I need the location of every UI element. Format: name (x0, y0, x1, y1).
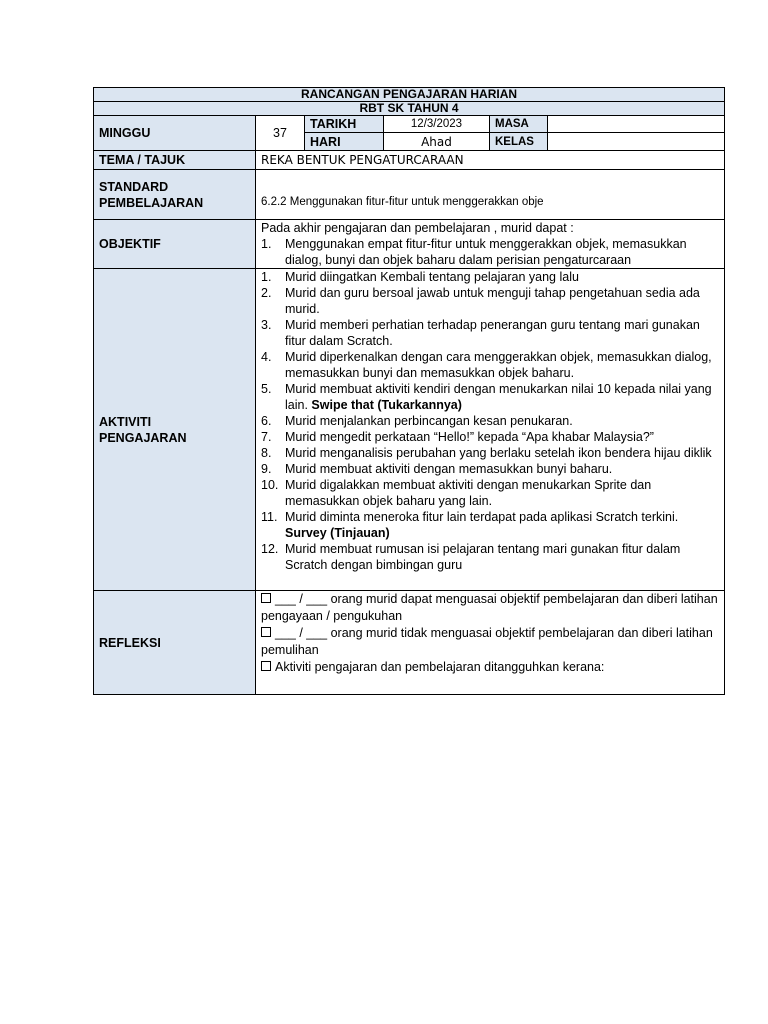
list-item (261, 269, 719, 285)
list-item-number: 6. (261, 414, 272, 428)
list-item-number: 10. (261, 478, 279, 492)
list-item (261, 381, 719, 413)
aktiviti-content (256, 269, 725, 591)
list-item (261, 461, 719, 477)
list-item-number: 7. (261, 430, 272, 444)
page-title: RANCANGAN PENGAJARAN HARIAN (94, 88, 725, 102)
list-item (261, 413, 719, 429)
list-item-activity-name: Swipe that (Tukarkannya) (311, 398, 462, 412)
minggu-label: MINGGU (94, 116, 256, 151)
masa-value (548, 116, 725, 133)
list-item (261, 285, 719, 317)
list-item-text: Murid membuat aktiviti dengan memasukkan bunyi baharu. (285, 462, 613, 476)
hari-label: HARI (305, 133, 384, 151)
page-subtitle: RBT SK TAHUN 4 (94, 102, 725, 116)
list-item-text: Murid membuat aktiviti kendiri dengan menukarkan nilai 10 kepada nilai yang lain. (285, 382, 712, 412)
list-item-text: Murid diingatkan Kembali tentang pelajaran yang lalu (285, 270, 579, 284)
list-item (261, 445, 719, 461)
refleksi-line-2: ___ / ___ orang murid tidak menguasai objektif pembelajaran dan diberi latihan pemulihan (261, 626, 713, 657)
kelas-label: KELAS (490, 133, 548, 151)
list-item-number: 2. (261, 286, 272, 300)
list-item-text: Murid dan guru bersoal jawab untuk menguji tahap pengetahuan sedia ada murid. (285, 286, 700, 316)
list-item (261, 317, 719, 349)
objektif-label: OBJEKTIF (94, 220, 256, 269)
list-item-number: 1. (261, 270, 272, 284)
hari-value: Ahad (384, 133, 490, 151)
standard-label-line1: STANDARD (99, 179, 169, 194)
list-item (261, 477, 719, 509)
list-item-text: Murid diminta meneroka fitur lain terdapat pada aplikasi Scratch terkini. (285, 510, 679, 524)
list-item-number: 3. (261, 318, 272, 332)
kelas-value (548, 133, 725, 151)
objektif-content (256, 220, 725, 269)
masa-label: MASA (490, 116, 548, 133)
list-item-text: Murid membuat rumusan isi pelajaran tentang mari gunakan fitur dalam Scratch dengan bimbingan guru (285, 542, 681, 572)
list-item-text: Murid memberi perhatian terhadap penerangan guru tentang mari gunakan fitur dalam Scratch. (285, 318, 700, 348)
list-item-text: Murid menjalankan perbincangan kesan penukaran. (285, 414, 573, 428)
tema-label: TEMA / TAJUK (94, 151, 256, 170)
checkbox-icon[interactable] (261, 593, 271, 603)
tarikh-value: 12/3/2023 (384, 116, 490, 133)
list-item-number: 4. (261, 350, 272, 364)
lesson-plan-table (93, 87, 725, 695)
list-item (261, 541, 719, 573)
list-item-number: 12. (261, 542, 279, 556)
list-item-text: Menggunakan empat fitur-fitur untuk menggerakkan objek, memasukkan dialog, bunyi dan objek baharu dalam perisian pengaturcaraan (285, 237, 687, 267)
list-item-number: 5. (261, 382, 272, 396)
aktiviti-label-line1: AKTIVITI (99, 414, 152, 429)
objektif-intro: Pada akhir pengajaran dan pembelajaran , murid dapat : (261, 221, 574, 235)
refleksi-content (256, 591, 725, 695)
list-item (261, 429, 719, 445)
tema-value: REKA BENTUK PENGATURCARAAN (256, 151, 725, 170)
list-item-activity-name: Survey (Tinjauan) (285, 526, 390, 540)
aktiviti-list (261, 269, 719, 573)
standard-value: 6.2.2 Menggunakan fitur-fitur untuk menggerakkan obje (256, 170, 725, 220)
minggu-value: 37 (256, 116, 305, 151)
list-item-text: Murid diperkenalkan dengan cara menggerakkan objek, memasukkan dialog, memasukkan bunyi dan memasukkan objek baharu. (285, 350, 712, 380)
list-item-number: 1. (261, 237, 272, 251)
checkbox-icon[interactable] (261, 627, 271, 637)
list-item (261, 236, 719, 268)
standard-label-line2: PEMBELAJARAN (99, 195, 204, 210)
list-item (261, 349, 719, 381)
list-item-number: 11. (261, 510, 278, 524)
objektif-list (261, 236, 719, 268)
aktiviti-label (94, 269, 256, 591)
list-item-number: 8. (261, 446, 272, 460)
refleksi-line-1: ___ / ___ orang murid dapat menguasai objektif pembelajaran dan diberi latihan pengayaan / pengukuhan (261, 592, 718, 623)
aktiviti-label-line2: PENGAJARAN (99, 430, 187, 445)
list-item-text: Murid digalakkan membuat aktiviti dengan menukarkan Sprite dan memasukkan objek baharu yang lain. (285, 478, 652, 508)
checkbox-icon[interactable] (261, 661, 271, 671)
refleksi-label: REFLEKSI (94, 591, 256, 695)
refleksi-line-3: Aktiviti pengajaran dan pembelajaran ditangguhkan kerana: (261, 659, 719, 676)
list-item (261, 509, 719, 541)
tarikh-label: TARIKH (305, 116, 384, 133)
standard-label (94, 170, 256, 220)
list-item-text: Murid mengedit perkataan “Hello!” kepada “Apa khabar Malaysia?” (285, 430, 654, 444)
list-item-text: Murid menganalisis perubahan yang berlaku setelah ikon bendera hijau diklik (285, 446, 712, 460)
list-item-number: 9. (261, 462, 272, 476)
